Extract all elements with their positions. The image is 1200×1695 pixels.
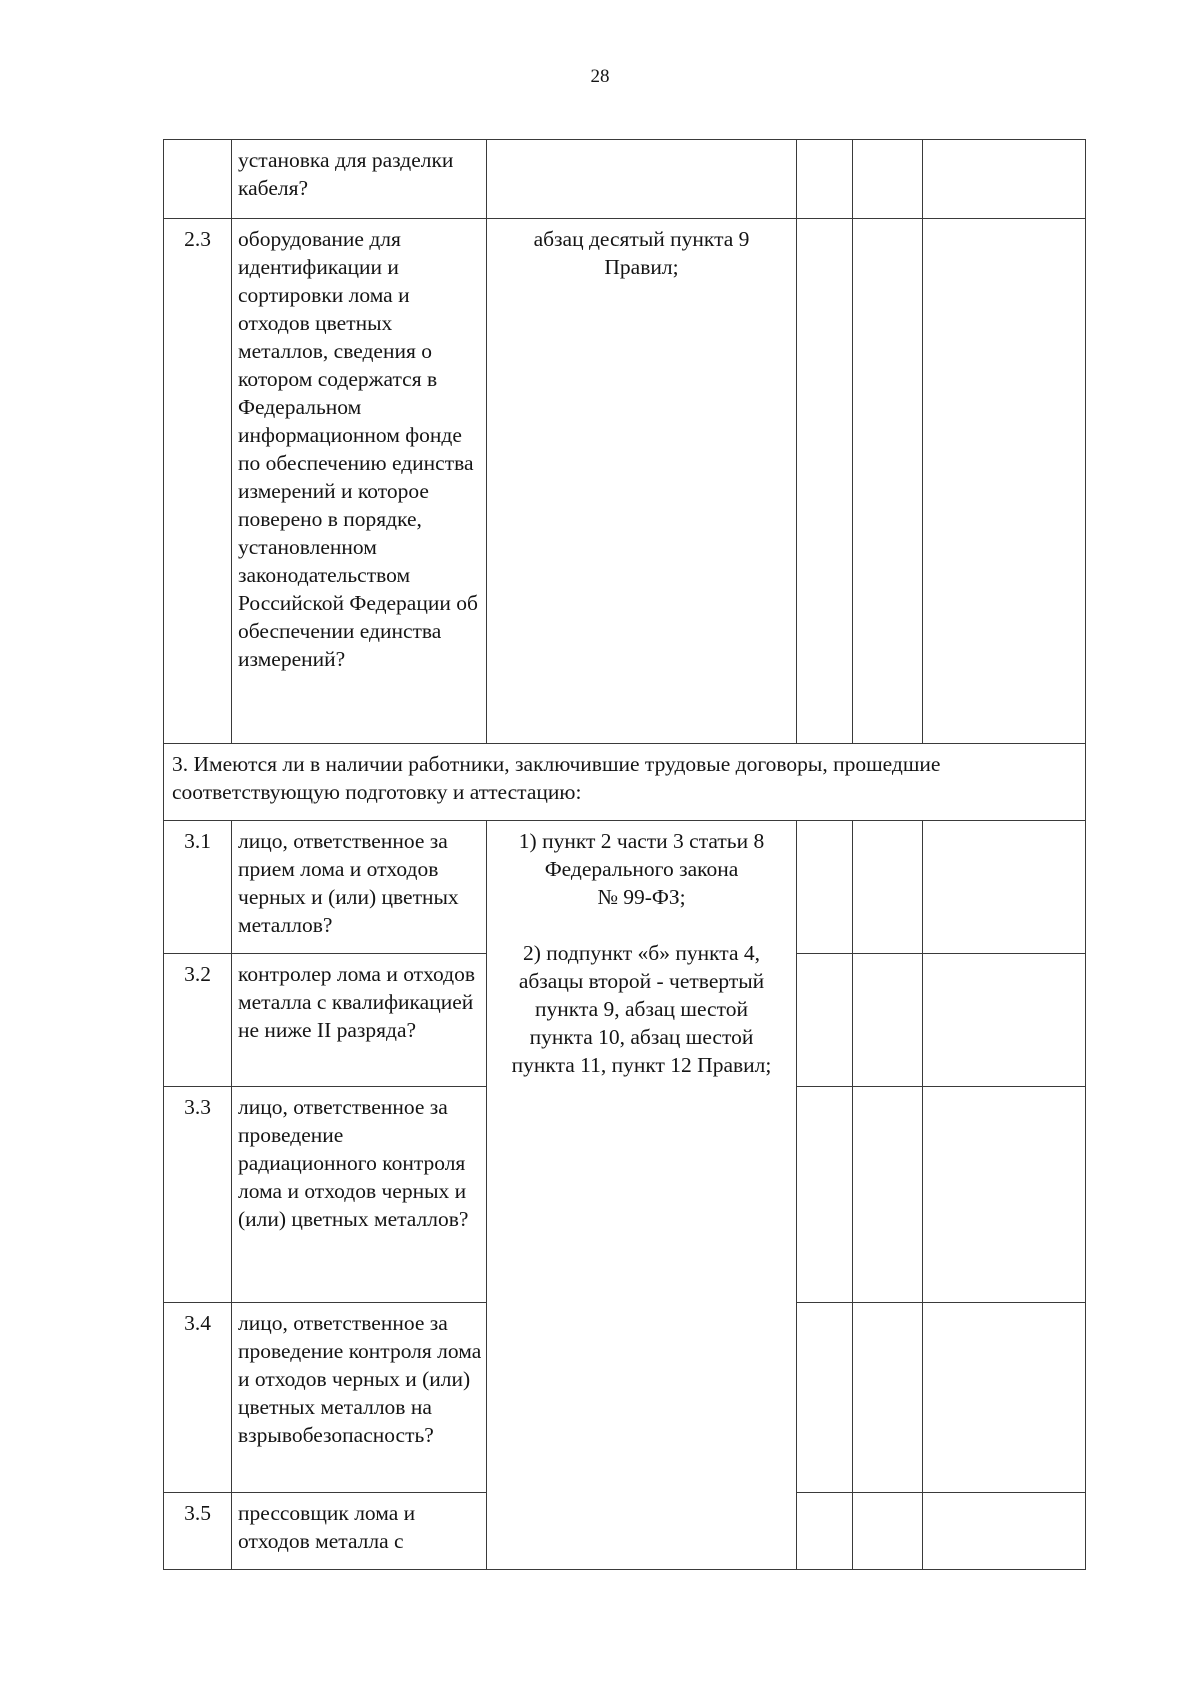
question-text: установка для разделки кабеля? — [232, 140, 487, 219]
reference-line: № 99-ФЗ; — [597, 885, 686, 909]
answer-cell-no — [853, 1087, 923, 1303]
note-cell — [923, 140, 1086, 219]
reference-line: пункта 9, абзац шестой — [535, 997, 748, 1021]
row-number: 3.4 — [164, 1303, 232, 1493]
answer-cell-yes — [797, 1493, 853, 1570]
reference-line: абзацы второй - четвертый — [518, 969, 765, 993]
note-cell — [923, 1303, 1086, 1493]
table-row — [164, 219, 1086, 744]
answer-cell-yes — [797, 140, 853, 219]
checklist-table — [163, 139, 1086, 1570]
note-cell — [923, 821, 1086, 954]
answer-cell-yes — [797, 1087, 853, 1303]
answer-cell-no — [853, 1493, 923, 1570]
section-row — [164, 744, 1086, 821]
reference-line: 2) подпункт «б» пункта 4, — [523, 941, 760, 965]
reference-line: 1) пункт 2 части 3 статьи 8 — [518, 829, 765, 853]
answer-cell-no — [853, 140, 923, 219]
note-cell — [923, 219, 1086, 744]
answer-cell-yes — [797, 1303, 853, 1493]
reference-line: Правил; — [604, 255, 679, 279]
reference-line: Федерального закона — [544, 857, 739, 881]
reference-cell — [487, 219, 797, 744]
table-row — [164, 821, 1086, 954]
note-cell — [923, 954, 1086, 1087]
answer-cell-no — [853, 219, 923, 744]
question-text: лицо, ответственное за прием лома и отходов черных и (или) цветных металлов? — [232, 821, 487, 954]
question-text: контролер лома и отходов металла с квалификацией не ниже II разряда? — [232, 954, 487, 1087]
section-heading: 3. Имеются ли в наличии работники, заключившие трудовые договоры, прошедшие соответствующую подготовку и аттестацию: — [164, 744, 1086, 821]
answer-cell-yes — [797, 954, 853, 1087]
question-text: лицо, ответственное за проведение радиационного контроля лома и отходов черных и (или) цветных металлов? — [232, 1087, 487, 1303]
page-number: 28 — [590, 66, 610, 87]
answer-cell-yes — [797, 219, 853, 744]
row-number: 3.3 — [164, 1087, 232, 1303]
row-number — [164, 140, 232, 219]
note-cell — [923, 1493, 1086, 1570]
answer-cell-no — [853, 954, 923, 1087]
reference-cell — [487, 821, 797, 1570]
question-text: лицо, ответственное за проведение контроля лома и отходов черных и (или) цветных металлов на взрывобезопасность? — [232, 1303, 487, 1493]
answer-cell-no — [853, 1303, 923, 1493]
table-row — [164, 140, 1086, 219]
row-number: 3.5 — [164, 1493, 232, 1570]
row-number: 3.2 — [164, 954, 232, 1087]
row-number: 3.1 — [164, 821, 232, 954]
answer-cell-yes — [797, 821, 853, 954]
reference-cell — [487, 140, 797, 219]
reference-line: пункта 10, абзац шестой — [529, 1025, 754, 1049]
row-number: 2.3 — [164, 219, 232, 744]
reference-line: абзац десятый пункта 9 — [533, 227, 750, 251]
note-cell — [923, 1087, 1086, 1303]
question-text: прессовщик лома и отходов металла с — [232, 1493, 487, 1570]
reference-spacer — [495, 911, 788, 939]
question-text: оборудование для идентификации и сортировки лома и отходов цветных металлов, сведения о котором содержатся в Федеральном информационном фонде по обеспечению единства измерений и которое поверено в порядке, установленном законодательством Российской Федерации об обеспечении единства измерений? — [232, 219, 487, 744]
answer-cell-no — [853, 821, 923, 954]
reference-line: пункта 11, пункт 12 Правил; — [511, 1053, 772, 1077]
